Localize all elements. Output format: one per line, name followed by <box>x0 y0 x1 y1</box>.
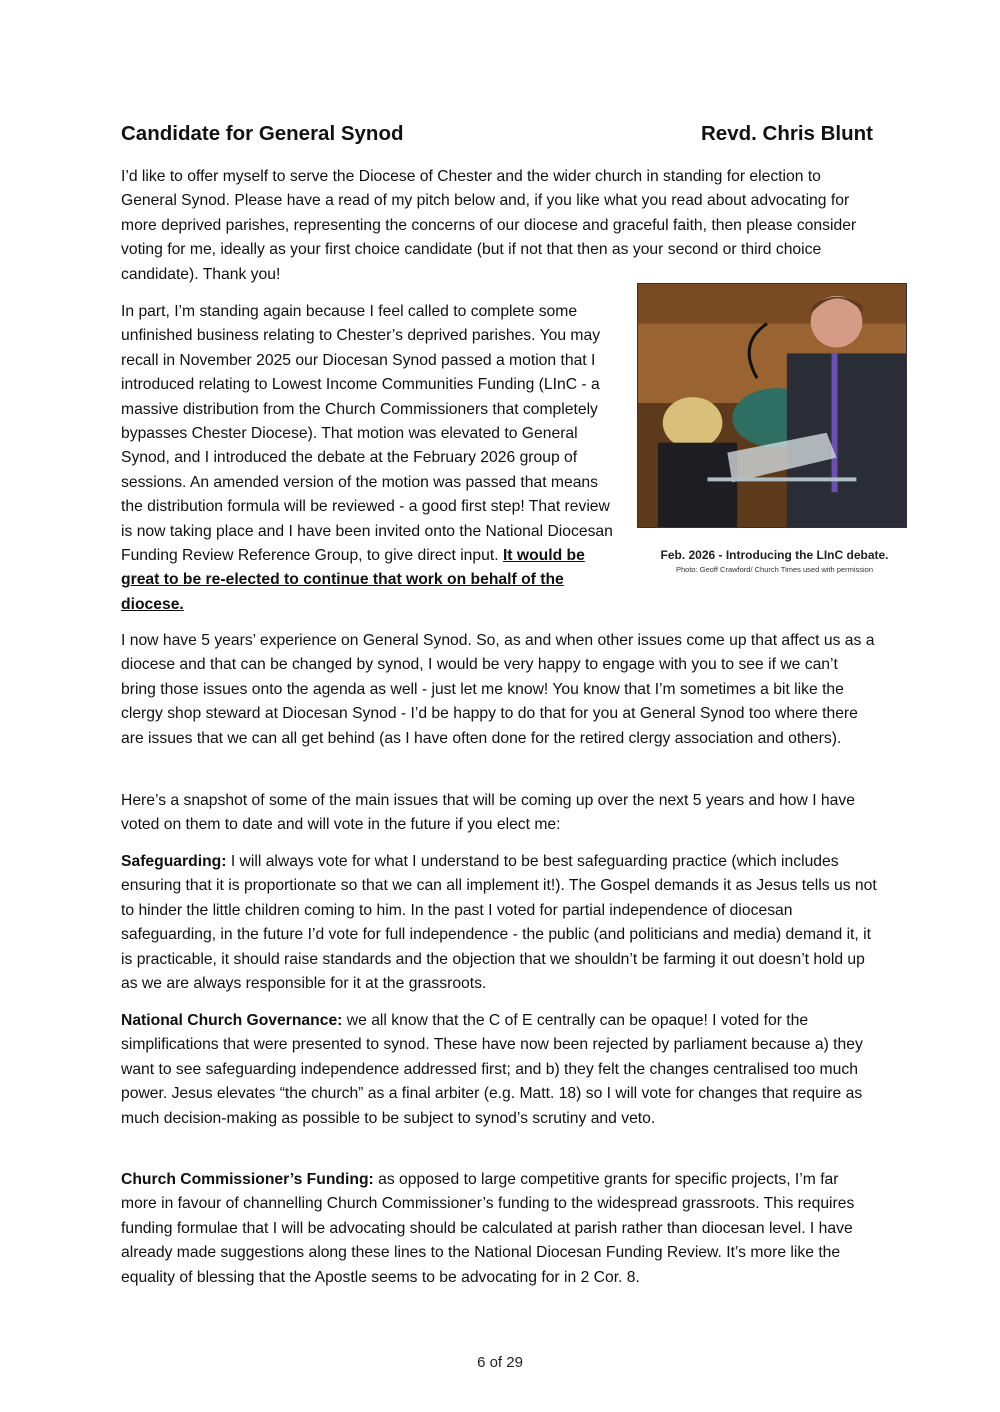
issue-text: we all know that the C of E centrally can be opaque! I voted for the simplifications that were presented to synod. These have now been rejected by parliament because a) they want to see safeguarding independence addressed first; and b) they felt the changes centralised too much power. Jesus elevates “the church” as a final arbiter (e.g. Matt. 18) so I will vote for changes that require as much decision-making as possible to be subject to synod’s scrutiny and veto. <box>121 1012 863 1127</box>
intro-paragraph: I’d like to offer myself to serve the Diocese of Chester and the wider church in standing for election to General Synod. Please have a read of my pitch below and, if you like what you read about advocating for more deprived parishes, representing the concerns of our diocese and graceful faith, then please consider voting for me, ideally as your first choice candidate (but if not that then as your second or third choice candidate). Thank you! <box>121 168 857 283</box>
unfinished-business-text: In part, I’m standing again because I feel called to complete some unfinished business relating to Chester’s deprived parishes. You may recall in November 2025 our Diocesan Synod passed a motion that I introduced relating to Lowest Income Communities Funding (LInC - a massive distribution from the Church Commissioners that completely bypasses Chester Diocese). That motion was elevated to General Synod, and I introduced the debate at the February 2026 group of sessions. An amended version of the motion was passed that means the distribution formula will be reviewed - a good first step! That review is now taking place and I have been invited onto the National Diocesan Funding Review Reference Group, to give direct input. <box>121 303 613 565</box>
page-number: 6 of 29 <box>477 1354 523 1371</box>
issue-funding <box>121 1168 877 1290</box>
re-election-emphasis: It would be great to be re-elected to continue that work on behalf of the diocese. <box>121 547 585 613</box>
issue-heading: Safeguarding: <box>121 853 227 870</box>
issue-text: as opposed to large competitive grants for specific projects, I’m far more in favour of channelling Church Commissioner’s funding to the widespread grassroots. This requires funding formulae that I will be advocating should be calculated at parish rather than diocesan level. I have already made suggestions along these lines to the National Diocesan Funding Review. It’s more like the equality of blessing that the Apostle seems to be advocating for in 2 Cor. 8. <box>121 1171 855 1286</box>
experience-paragraph: I now have 5 years’ experience on General Synod. So, as and when other issues come up that affect us as a diocese and that can be changed by synod, I would be very happy to engage with you to see if we can’t bring those issues onto the agenda as well - just let me know! You know that I’m sometimes a bit like the clergy shop steward at Diocesan Synod - I’d be happy to do that for you at General Synod too where there are issues that we can all get behind (as I have often done for the retired clergy association and others). <box>121 632 875 747</box>
snapshot-paragraph: Here’s a snapshot of some of the main issues that will be coming up over the next 5 years and how I have voted on them to date and will vote in the future if you elect me: <box>121 792 855 834</box>
photo-credit: Photo: Geoff Crawford/ Church Times used with permission <box>675 565 874 574</box>
issue-safeguarding <box>121 850 877 996</box>
issue-text: I will always vote for what I understand to be best safeguarding practice (which includes ensuring that it is proportionate so that we can all implement it!). The Gospel demands it as Jesus tells us not to hinder the little children coming to him. In the past I voted for partial independence of diocesan safeguarding, in the future I’d vote for full independence - the public (and politicians and media) demand it, it is practicable, it should raise standards and the objection that we shouldn’t be farming it out doesn’t hold up as we are always responsible for it at the grassroots. <box>121 853 877 993</box>
issue-heading: National Church Governance: <box>121 1012 343 1029</box>
unfinished-business-paragraph <box>121 300 621 617</box>
photo-caption: Feb. 2026 - Introducing the LInC debate. <box>660 548 889 562</box>
candidate-name: Revd. Chris Blunt <box>701 122 873 145</box>
issue-governance <box>121 1009 877 1131</box>
page-title: Candidate for General Synod <box>121 122 404 145</box>
issue-heading: Church Commissioner’s Funding: <box>121 1171 374 1188</box>
photo-illustration <box>638 284 906 527</box>
page-header <box>121 122 873 146</box>
synod-debate-photo <box>637 283 907 528</box>
